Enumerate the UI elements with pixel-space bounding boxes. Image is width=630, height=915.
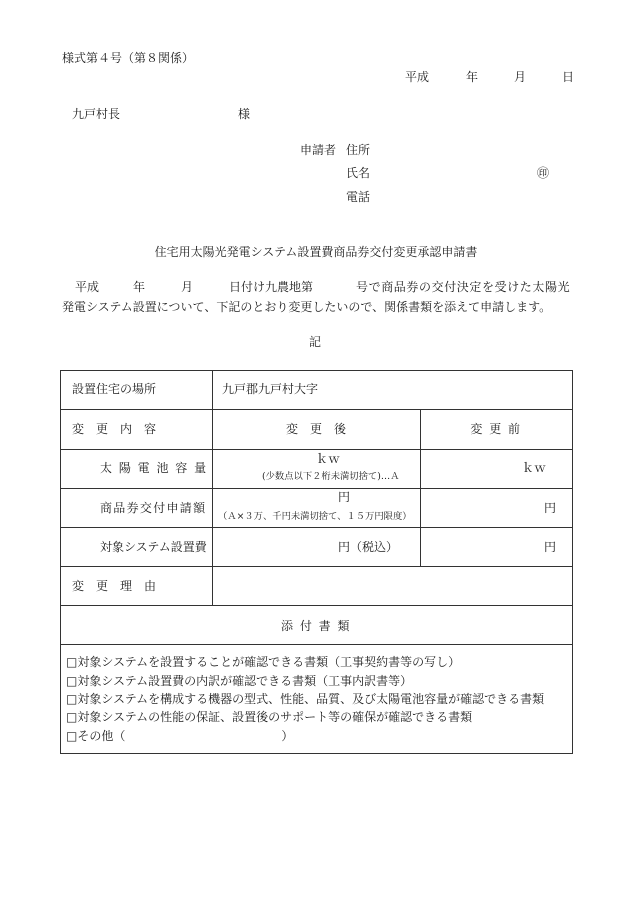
addressee-name: 九戸村長 xyxy=(72,107,121,121)
table-row-divider xyxy=(60,566,573,567)
body-notice-number-prefix: 日付け九農地第 xyxy=(229,280,314,294)
date-era: 平成 xyxy=(405,70,430,84)
applicant-name-label: 氏名 xyxy=(346,166,371,180)
form-number: 様式第４号（第８関係） xyxy=(62,51,195,65)
date-month: 月 xyxy=(514,70,527,84)
applicant-phone-label: 電話 xyxy=(346,190,371,204)
table-border-top xyxy=(60,370,573,371)
notation-ki: 記 xyxy=(309,335,322,349)
system-cost-label: 対象システム設置費 xyxy=(100,540,207,554)
change-content-label: 変 更 内 容 xyxy=(72,422,157,436)
document-title: 住宅用太陽光発電システム設置費商品券交付変更承認申請書 xyxy=(154,245,478,259)
date-year: 年 xyxy=(466,70,479,84)
addressee-honorific: 様 xyxy=(238,107,251,121)
seal-mark: ㊞ xyxy=(537,166,550,180)
voucher-amount-after-note: （Ａ×３万、千円未満切捨て、１５万円限度） xyxy=(218,511,412,522)
location-value: 九戸郡九戸村大字 xyxy=(222,382,319,396)
table-border-right xyxy=(572,370,573,754)
voucher-amount-after-unit: 円 xyxy=(338,490,351,504)
table-row-divider xyxy=(60,605,573,606)
body-line2: 発電システム設置について、下記のとおり変更したいので、関係書類を添えて申請します。 xyxy=(62,300,552,314)
attachment-item: □対象システムの性能の保証、設置後のサポート等の確保が確認できる書類 xyxy=(66,710,473,724)
column-before-header: 変 更 前 xyxy=(470,422,522,436)
attachment-item: □その他（ ） xyxy=(66,729,294,743)
table-border-left xyxy=(60,370,61,754)
attachment-item: □対象システムを設置することが確認できる書類（工事契約書等の写し） xyxy=(66,655,461,669)
voucher-amount-before-unit: 円 xyxy=(544,501,557,515)
voucher-amount-label: 商品券交付申請額 xyxy=(100,501,207,515)
table-column-divider-label xyxy=(212,370,213,605)
table-row-divider xyxy=(60,488,573,489)
table-row-divider xyxy=(60,409,573,410)
body-era: 平成 xyxy=(75,280,100,294)
attachments-header: 添 付 書 類 xyxy=(281,619,351,633)
table-row-divider xyxy=(60,527,573,528)
body-line1-rest: 号で商品券の交付決定を受けた太陽光 xyxy=(356,280,571,294)
attachment-item: □対象システムを構成する機器の型式、性能、品質、及び太陽電池容量が確認できる書類 xyxy=(66,692,545,706)
capacity-after-note: (少数点以下２桁未満切捨て)…Ａ xyxy=(262,471,400,482)
capacity-before-unit: ｋｗ xyxy=(522,461,547,475)
applicant-label: 申請者 xyxy=(300,143,337,157)
applicant-address-label: 住所 xyxy=(346,143,371,157)
table-row-divider xyxy=(60,644,573,645)
system-cost-after-unit: 円（税込） xyxy=(338,540,399,554)
system-cost-before-unit: 円 xyxy=(544,540,557,554)
capacity-label: 太 陽 電 池 容 量 xyxy=(100,461,208,475)
date-day: 日 xyxy=(562,70,575,84)
change-reason-label: 変 更 理 由 xyxy=(72,579,157,593)
attachment-item: □対象システム設置費の内訳が確認できる書類（工事内訳書等） xyxy=(66,674,413,688)
body-year: 年 xyxy=(133,280,146,294)
table-border-bottom xyxy=(60,753,573,754)
location-label: 設置住宅の場所 xyxy=(72,382,157,396)
table-row-divider xyxy=(60,449,573,450)
column-after-header: 変 更 後 xyxy=(285,422,346,436)
capacity-after-unit: ｋｗ xyxy=(316,452,341,466)
body-month: 月 xyxy=(181,280,194,294)
